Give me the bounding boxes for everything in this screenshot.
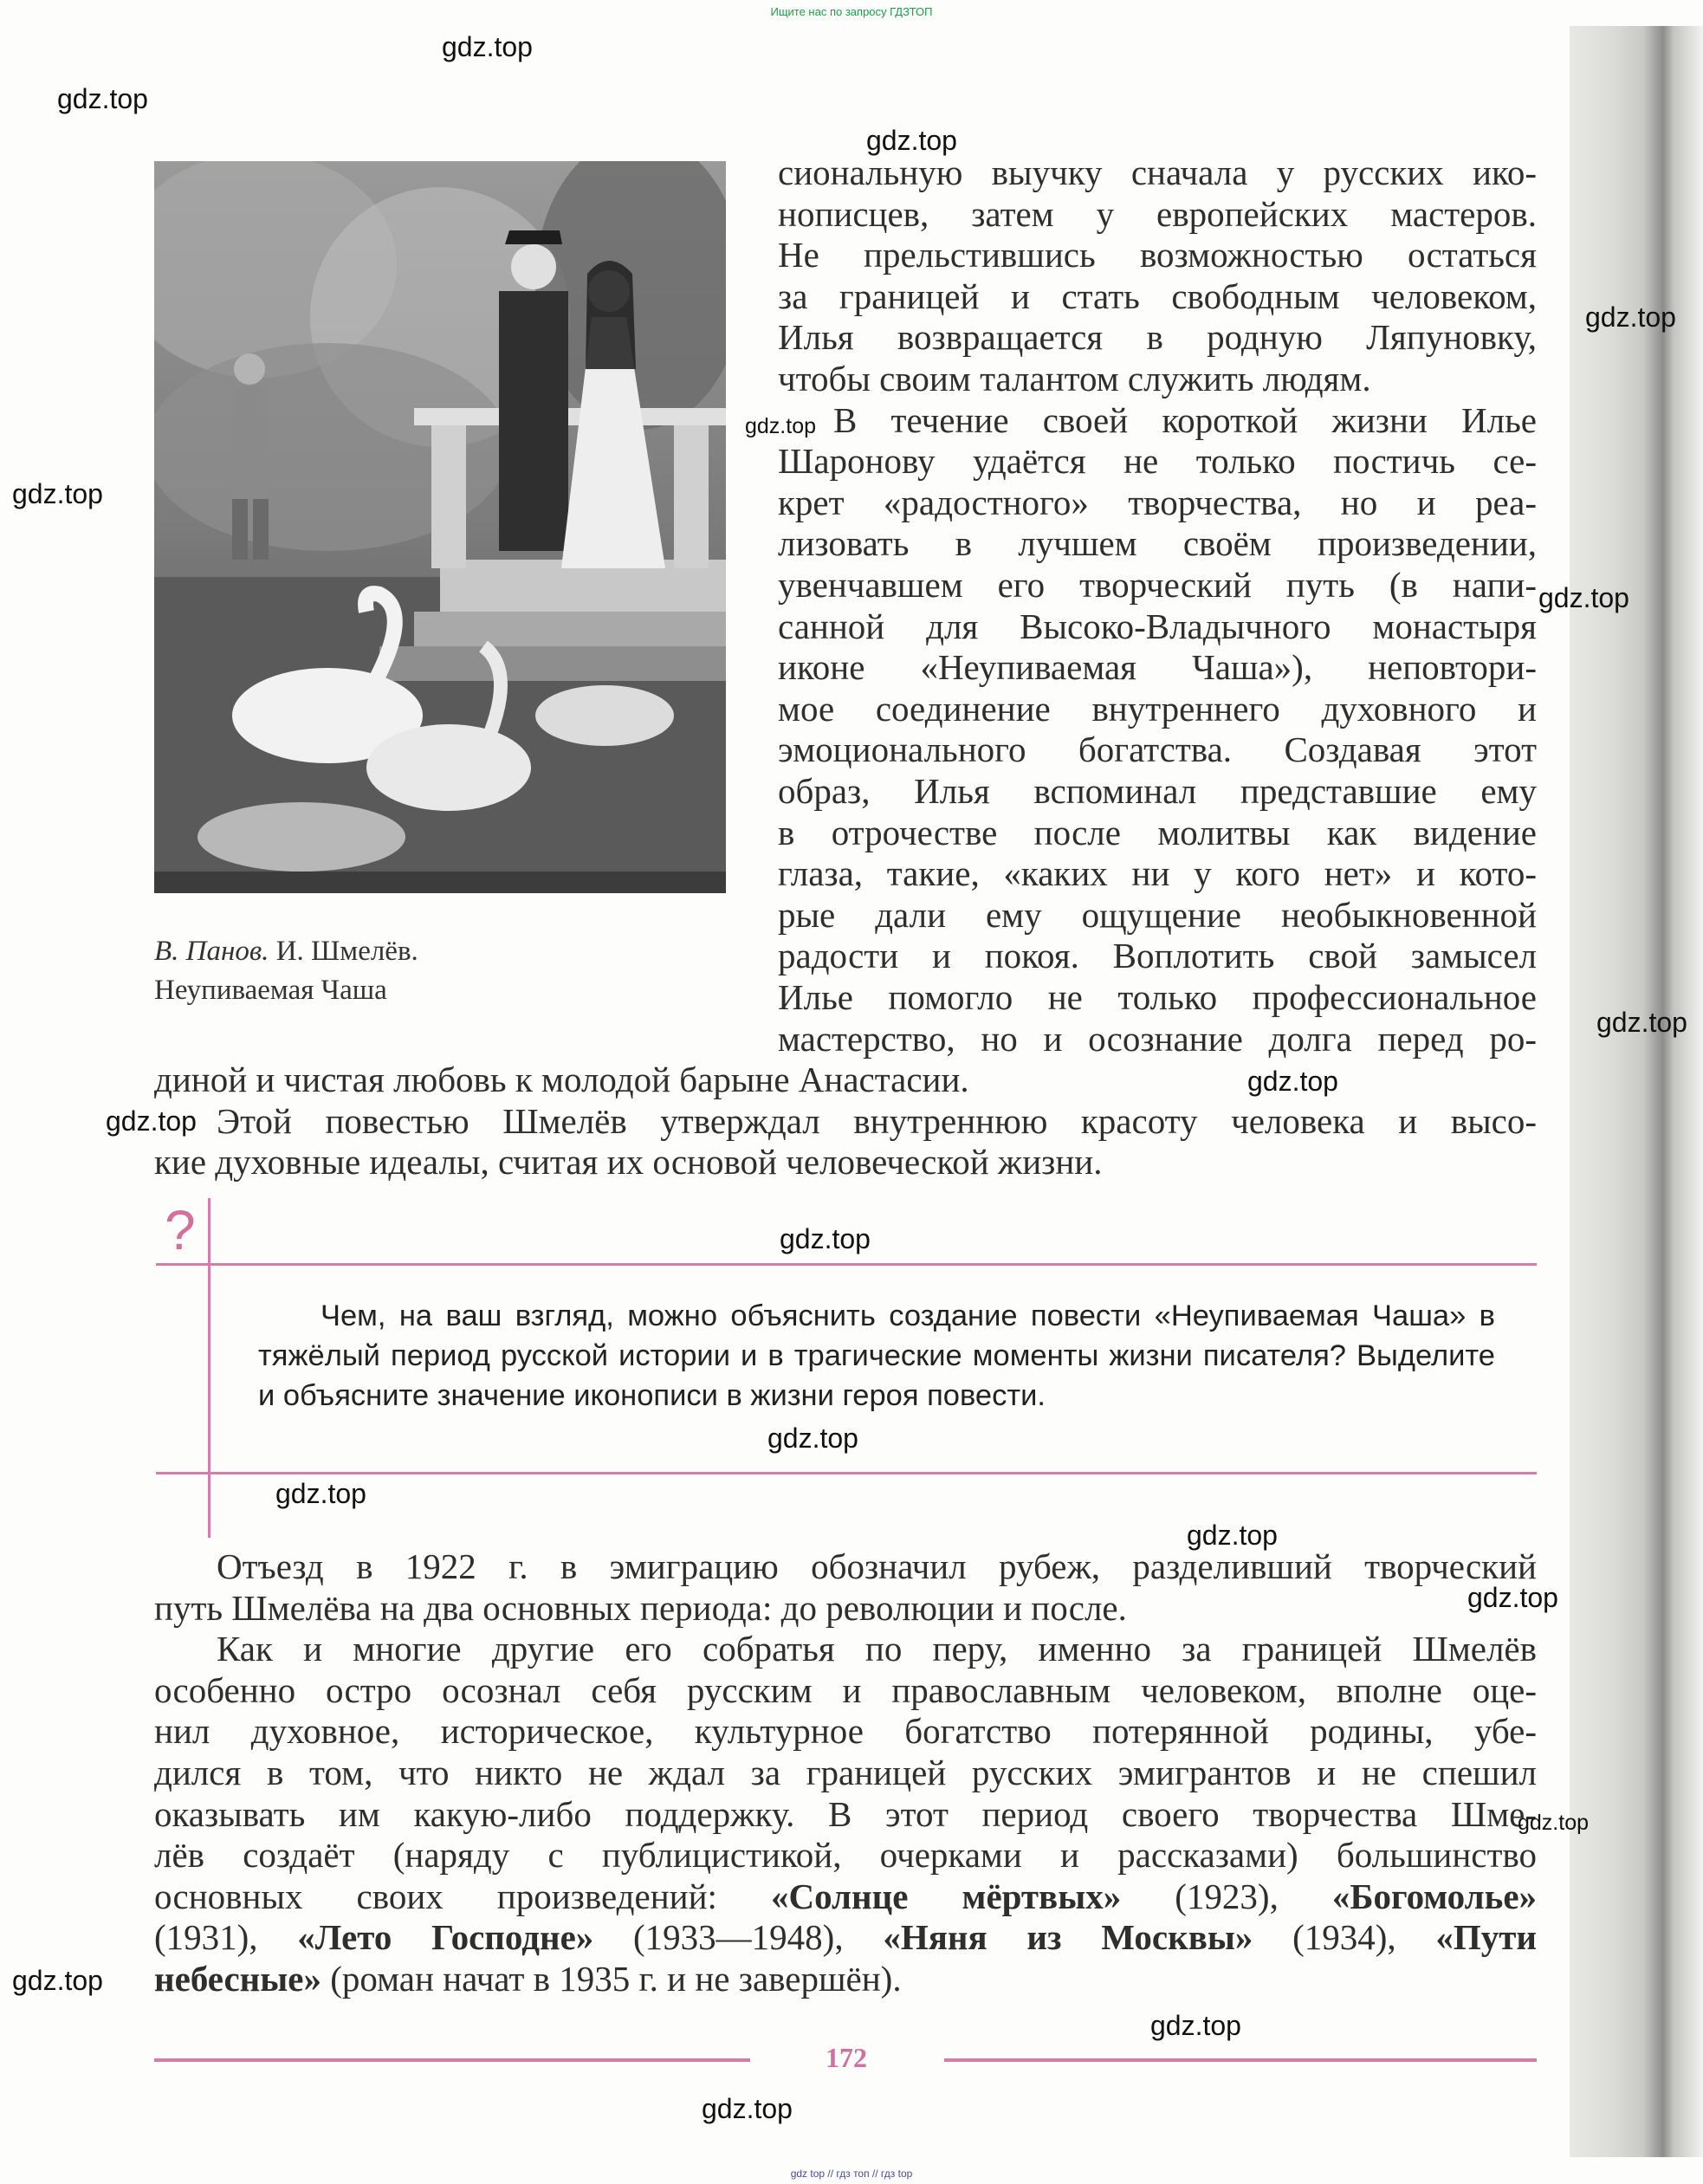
text-line: Не прельстившись возможностью остаться bbox=[778, 235, 1537, 275]
text-line: глаза, такие, «каких ни у кого нет» и кото- bbox=[778, 853, 1537, 894]
work-year: (1931), bbox=[154, 1917, 258, 1958]
illustration-swans-garden bbox=[154, 161, 726, 893]
watermark: gdz.top bbox=[1467, 1582, 1558, 1613]
text-line: Этой повестью Шмелёв утверждал внутреннюю красоту человека и высо- bbox=[217, 1100, 1537, 1141]
page-number: 172 bbox=[826, 2042, 867, 2073]
watermark: gdz.top bbox=[12, 1965, 103, 1996]
text-line: нил духовное, историческое, культурное богатство потерянной родины, убе- bbox=[154, 1711, 1537, 1752]
works-line-3 bbox=[154, 1959, 1537, 2000]
text-line: особенно остро осознал себя русским и православным человеком, вполне оце- bbox=[154, 1669, 1537, 1710]
text-line: эмоционального богатства. Создавая этот bbox=[778, 729, 1537, 770]
text-line: чтобы своим талантом служить людям. bbox=[778, 359, 1371, 399]
text-line: Илье помогло не только профессиональное bbox=[778, 977, 1537, 1017]
text-line: Как и многие другие его собратья по перу, именно за границей Шмелёв bbox=[217, 1629, 1537, 1669]
text-line: рые дали ему ощущение необыкновенной bbox=[778, 894, 1537, 935]
works-line-2 bbox=[154, 1917, 1537, 1959]
work-title: «Лето Господне» bbox=[297, 1917, 594, 1958]
watermark: gdz.top bbox=[106, 1105, 197, 1137]
watermark: gdz.top bbox=[57, 83, 148, 114]
question-text: Чем, на ваш взгляд, можно объяснить создание повести «Неупиваемая Чаша» в тяжёлый период русской истории и в трагические моменты жизни писателя? Выделите и объясните значение иконописи в жизни героя повести. bbox=[258, 1299, 1495, 1412]
watermark: gdz.top bbox=[1585, 301, 1676, 333]
text-line: санной для Высоко-Владычного монастыря bbox=[778, 606, 1537, 646]
watermark: gdz.top bbox=[745, 414, 817, 438]
text-line: Илья возвращается в родную Ляпуновку, bbox=[778, 317, 1537, 358]
watermark: gdz.top bbox=[767, 1423, 858, 1454]
watermark: gdz.top bbox=[1150, 2010, 1241, 2041]
text-line: Шаронову удаётся не только постичь се- bbox=[778, 441, 1537, 482]
question-mark-icon: ? bbox=[165, 1199, 196, 1261]
work-title: «Пути bbox=[1435, 1917, 1538, 1958]
text-line: мастерство, но и осознание долга перед ро- bbox=[778, 1018, 1537, 1059]
text-line: Отъезд в 1922 г. в эмиграцию обозначил рубеж, разделивший творческий bbox=[217, 1546, 1537, 1586]
text-line: лёв создаёт (наряду с публицистикой, очерками и рассказами) большинство bbox=[154, 1835, 1537, 1876]
footer-note: gdz top // гдз топ // гдз top bbox=[790, 2168, 913, 2180]
watermark: gdz.top bbox=[1247, 1066, 1338, 1097]
text-line: образ, Илья вспоминал представшие ему bbox=[778, 771, 1537, 811]
watermark: gdz.top bbox=[442, 31, 533, 62]
text-line: нописцев, затем у европейских мастеров. bbox=[778, 193, 1537, 234]
illustration-caption bbox=[154, 932, 418, 1010]
caption-title-line1: И. Шмелёв. bbox=[275, 936, 418, 967]
watermark: gdz.top bbox=[1596, 1007, 1687, 1038]
question-box-top-rule bbox=[156, 1263, 1537, 1266]
watermark: gdz.top bbox=[1518, 1811, 1590, 1835]
header-note: Ищите нас по запросу ГДЗТОП bbox=[770, 5, 933, 18]
footer-rule-right bbox=[944, 2058, 1537, 2062]
watermark: gdz.top bbox=[275, 1478, 366, 1509]
text-line: лизовать в лучшем своём произведении, bbox=[778, 523, 1537, 564]
question-box-vertical-rule bbox=[208, 1198, 210, 1538]
works-lead: основных своих произведений: bbox=[154, 1876, 717, 1916]
work-title: «Богомолье» bbox=[1331, 1876, 1538, 1916]
works-tail: (роман начат в 1935 г. и не завершён). bbox=[330, 1959, 902, 1999]
text-line: крет «радостного» творчества, но и реа- bbox=[778, 482, 1537, 522]
work-year: (1923), bbox=[1175, 1876, 1279, 1916]
text-line: дился в том, что никто не ждал за границей русских эмигрантов и не спешил bbox=[154, 1753, 1537, 1792]
footer-rule-left bbox=[154, 2058, 750, 2062]
watermark: gdz.top bbox=[12, 478, 103, 509]
watermark: gdz.top bbox=[702, 2093, 793, 2124]
work-title: «Солнце мёртвых» bbox=[770, 1876, 1122, 1916]
text-line: в отрочестве после молитвы как видение bbox=[778, 812, 1537, 852]
text-line: оказывать им какую-либо поддержку. В этот период своего творчества Шме- bbox=[154, 1793, 1537, 1834]
work-year: (1934), bbox=[1292, 1917, 1396, 1958]
work-title: «Няня из Москвы» bbox=[883, 1917, 1253, 1958]
text-line: увенчавшем его творческий путь (в напи- bbox=[778, 565, 1537, 605]
works-line-1 bbox=[154, 1876, 1537, 1918]
caption-author: В. Панов. bbox=[154, 936, 269, 967]
text-line: путь Шмелёва на два основных периода: до революции и после. bbox=[154, 1587, 1127, 1628]
watermark: gdz.top bbox=[1187, 1520, 1278, 1551]
text-line: кие духовные идеалы, считая их основой человеческой жизни. bbox=[154, 1142, 1103, 1183]
text-line: мое соединение внутреннего духовного и bbox=[778, 688, 1537, 729]
text-line: диной и чистая любовь к молодой барыне Анастасии. bbox=[154, 1060, 969, 1100]
book-gutter-shadow bbox=[1570, 26, 1703, 2157]
text-line: иконе «Неупиваемая Чаша»), неповтори- bbox=[778, 647, 1537, 688]
text-line: за границей и стать свободным человеком, bbox=[778, 275, 1537, 316]
watermark: gdz.top bbox=[780, 1223, 871, 1254]
question-box-bottom-rule bbox=[156, 1472, 1537, 1474]
work-year: (1933—1948), bbox=[633, 1917, 844, 1958]
text-line: сиональную выучку сначала у русских ико- bbox=[778, 152, 1537, 192]
work-title: небесные» bbox=[154, 1959, 322, 1999]
watermark: gdz.top bbox=[1538, 582, 1629, 613]
text-line: В течение своей короткой жизни Илье bbox=[833, 399, 1537, 440]
caption-title-line2: Неупиваемая Чаша bbox=[154, 975, 387, 1006]
watermark: gdz.top bbox=[866, 125, 957, 156]
text-line: радости и покоя. Воплотить свой замысел bbox=[778, 936, 1537, 976]
